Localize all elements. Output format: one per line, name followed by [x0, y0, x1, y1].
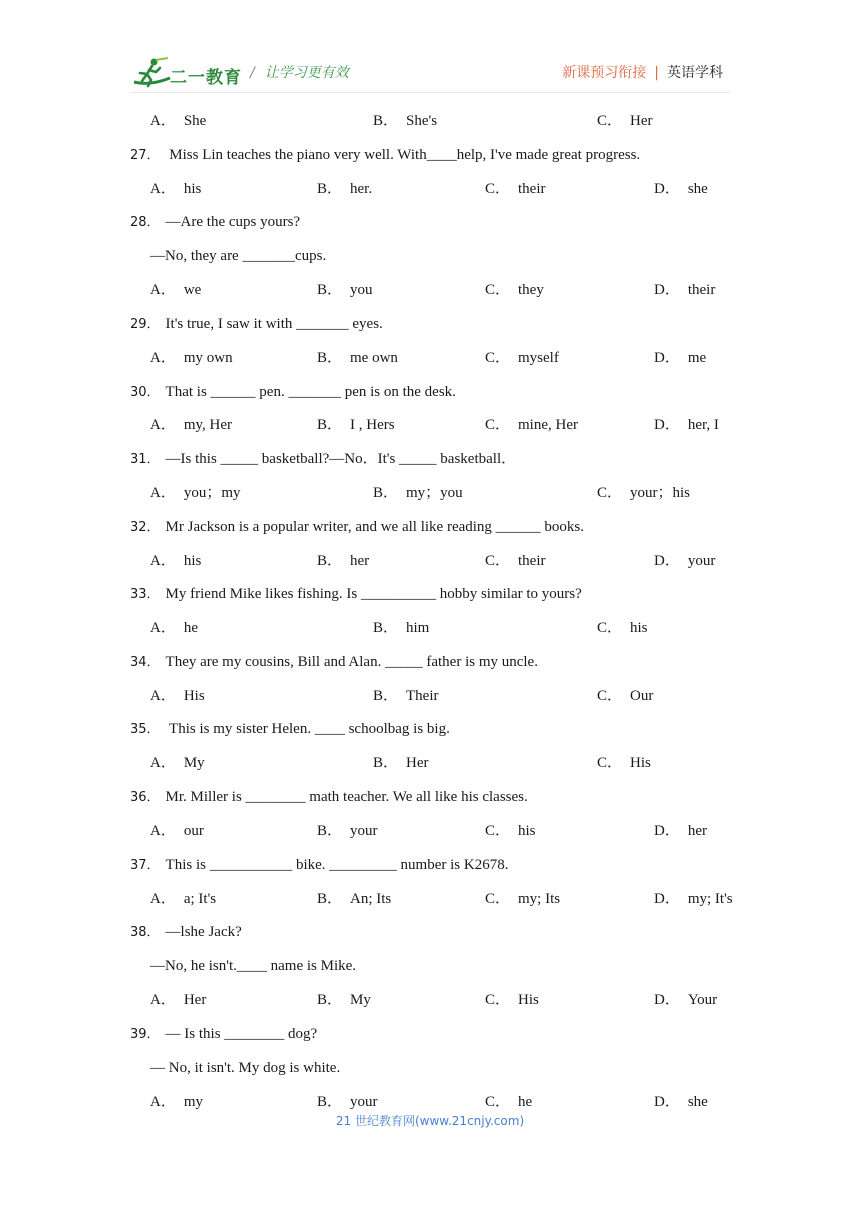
answer-option[interactable] — [654, 415, 719, 435]
question-text: — Is this ________ dog? — [165, 1026, 318, 1042]
option-text: myself — [518, 350, 559, 366]
option-letter: D． — [654, 891, 680, 907]
question-stem — [130, 449, 770, 470]
answer-option[interactable] — [654, 348, 706, 368]
question-text: Mr. Miller is ________ math teacher. We all like his classes. — [165, 789, 528, 805]
option-letter: B． — [317, 282, 343, 298]
answer-option[interactable] — [150, 1092, 203, 1112]
question-number: 39． — [130, 1027, 160, 1042]
answer-options — [0, 551, 860, 571]
page-footer: 21 世纪教育网(www.21cnjy.com) — [335, 1114, 525, 1128]
page-header — [0, 0, 860, 100]
answer-option[interactable] — [317, 179, 372, 199]
answer-option[interactable] — [373, 111, 437, 131]
option-text: he — [183, 620, 199, 636]
question-number: 31． — [130, 452, 160, 467]
answer-option[interactable] — [150, 111, 206, 131]
header-separator: | — [654, 65, 659, 81]
answer-options — [0, 1092, 860, 1112]
option-letter: C． — [485, 417, 511, 433]
answer-options — [0, 889, 860, 909]
option-text: mine, Her — [518, 417, 578, 433]
question-stem — [130, 382, 770, 403]
question-text-line: —No, they are _______cups. — [150, 248, 327, 264]
question-stem — [130, 584, 770, 605]
option-letter: D． — [654, 553, 680, 569]
question-number: 34． — [130, 655, 160, 670]
answer-option[interactable] — [150, 889, 216, 909]
option-text: a; It's — [183, 891, 217, 907]
question-stem — [130, 719, 770, 740]
answer-option[interactable] — [597, 111, 653, 131]
answer-option[interactable] — [317, 889, 391, 909]
option-letter: C． — [597, 688, 623, 704]
answer-option[interactable] — [654, 821, 707, 841]
answer-option[interactable] — [150, 990, 206, 1010]
answer-option[interactable] — [150, 551, 201, 571]
answer-option[interactable] — [317, 415, 395, 435]
answer-option[interactable] — [597, 618, 648, 638]
option-letter: C． — [485, 181, 511, 197]
option-letter: C． — [597, 620, 623, 636]
slogan-divider: / — [250, 65, 255, 81]
answer-option[interactable] — [317, 1092, 378, 1112]
question-text: They are my cousins, Bill and Alan. _____ father is my uncle. — [165, 654, 538, 670]
option-text: My — [183, 755, 205, 771]
answer-option[interactable] — [654, 1092, 708, 1112]
option-letter: A． — [150, 350, 176, 366]
answer-options — [0, 990, 860, 1010]
option-letter: C． — [597, 755, 623, 771]
option-letter: C． — [485, 823, 511, 839]
option-text: your — [350, 823, 378, 839]
answer-option[interactable] — [654, 990, 717, 1010]
option-letter: B． — [373, 485, 399, 501]
option-letter: C． — [485, 891, 511, 907]
answer-options — [0, 753, 860, 773]
option-text: me own — [350, 350, 398, 366]
question-text: My friend Mike likes fishing. Is __________ hobby similar to yours? — [165, 586, 582, 602]
question-number: 32． — [130, 520, 160, 535]
question-number: 27． — [130, 148, 160, 163]
question-number: 37． — [130, 858, 160, 873]
option-text: she — [687, 1094, 708, 1110]
answer-option[interactable] — [373, 618, 429, 638]
option-letter: C． — [485, 1094, 511, 1110]
answer-option[interactable] — [150, 179, 201, 199]
option-letter: B． — [373, 755, 399, 771]
answer-options — [0, 483, 860, 503]
option-text: my, Her — [183, 417, 233, 433]
question-stem — [130, 212, 770, 233]
option-letter: B． — [317, 181, 343, 197]
question-stem — [130, 922, 770, 943]
option-letter: D． — [654, 350, 680, 366]
answer-option[interactable] — [150, 753, 205, 773]
course-label: 新课预习衔接 — [562, 65, 647, 81]
logo-text: 二一教育 — [170, 68, 242, 88]
option-text: Their — [406, 688, 439, 704]
option-text: Your — [687, 992, 718, 1008]
option-letter: D． — [654, 181, 680, 197]
option-text: your；his — [630, 485, 691, 501]
option-letter: C． — [597, 113, 623, 129]
answer-option[interactable] — [150, 483, 241, 503]
option-text: She — [183, 113, 207, 129]
option-text: my; Its — [518, 891, 561, 907]
answer-option[interactable] — [597, 686, 653, 706]
option-text: His — [630, 755, 651, 771]
option-letter: A． — [150, 620, 176, 636]
question-number: 33． — [130, 587, 160, 602]
question-text-line: — No, it isn't. My dog is white. — [150, 1060, 341, 1076]
question-number: 35． — [130, 722, 160, 737]
option-letter: B． — [373, 688, 399, 704]
answer-option[interactable] — [150, 686, 205, 706]
option-text: his — [518, 823, 536, 839]
header-right — [562, 62, 723, 82]
question-stem — [130, 652, 770, 673]
answer-options — [0, 348, 860, 368]
question-text: —lshe Jack? — [165, 924, 242, 940]
option-text: your — [687, 553, 716, 569]
option-text: we — [183, 282, 202, 298]
option-text: His — [518, 992, 539, 1008]
answer-option[interactable] — [150, 618, 198, 638]
answer-option[interactable] — [150, 280, 201, 300]
answer-option[interactable] — [485, 889, 560, 909]
option-text: me — [687, 350, 707, 366]
option-text: their — [518, 181, 546, 197]
option-letter: B． — [373, 113, 399, 129]
option-text: her, I — [687, 417, 719, 433]
answer-option[interactable] — [317, 348, 398, 368]
option-letter: B． — [317, 1094, 343, 1110]
option-letter: B． — [317, 891, 343, 907]
answer-option[interactable] — [317, 551, 369, 571]
option-letter: B． — [317, 350, 343, 366]
option-letter: A． — [150, 823, 176, 839]
option-text: she — [687, 181, 708, 197]
answer-option[interactable] — [654, 280, 715, 300]
option-letter: A． — [150, 891, 176, 907]
option-text: him — [406, 620, 430, 636]
option-text: he — [518, 1094, 533, 1110]
option-letter: B． — [317, 417, 343, 433]
option-letter: A． — [150, 688, 176, 704]
answer-option[interactable] — [150, 415, 232, 435]
option-text: my；you — [406, 485, 463, 501]
option-text: my own — [183, 350, 233, 366]
option-text: our — [183, 823, 204, 839]
answer-option[interactable] — [654, 179, 708, 199]
option-text: Our — [630, 688, 654, 704]
option-letter: C． — [597, 485, 623, 501]
option-text: An; Its — [350, 891, 392, 907]
question-stem — [130, 855, 770, 876]
answer-option[interactable] — [373, 483, 463, 503]
option-letter: D． — [654, 282, 680, 298]
option-text: She's — [406, 113, 438, 129]
question-text: Miss Lin teaches the piano very well. With____help, I've made great progress. — [165, 147, 641, 163]
question-number: 29． — [130, 317, 160, 332]
answer-option[interactable] — [317, 280, 373, 300]
answer-option[interactable] — [485, 1092, 532, 1112]
question-stem — [130, 787, 770, 808]
question-text: This is ___________ bike. _________ number is K2678. — [165, 857, 509, 873]
option-letter: A． — [150, 282, 176, 298]
answer-options — [0, 821, 860, 841]
slogan — [250, 62, 349, 82]
question-stem — [130, 145, 770, 166]
answer-option[interactable] — [150, 821, 204, 841]
option-text: your — [350, 1094, 378, 1110]
question-text: —Is this _____ basketball?—No．It's _____ basketball． — [165, 451, 517, 467]
answer-options — [0, 618, 860, 638]
answer-option[interactable] — [485, 179, 546, 199]
option-letter: D． — [654, 823, 680, 839]
option-letter: C． — [485, 553, 511, 569]
question-number: 38． — [130, 925, 160, 940]
option-letter: D． — [654, 417, 680, 433]
answer-options — [0, 179, 860, 199]
option-letter: B． — [317, 823, 343, 839]
answer-option[interactable] — [485, 415, 578, 435]
question-stem — [130, 517, 770, 538]
answer-options — [0, 111, 860, 131]
option-text: their — [518, 553, 546, 569]
option-letter: B． — [317, 553, 343, 569]
answer-option[interactable] — [485, 990, 539, 1010]
answer-option[interactable] — [485, 821, 536, 841]
option-letter: D． — [654, 992, 680, 1008]
option-letter: D． — [654, 1094, 680, 1110]
option-text: Her — [183, 992, 207, 1008]
option-text: her — [687, 823, 707, 839]
answer-options — [0, 686, 860, 706]
answer-options — [0, 280, 860, 300]
option-text: you；my — [183, 485, 241, 501]
option-letter: B． — [317, 992, 343, 1008]
option-letter: C． — [485, 282, 511, 298]
option-text: My — [350, 992, 371, 1008]
answer-option[interactable] — [373, 753, 429, 773]
option-text: my — [183, 1094, 204, 1110]
answer-options — [0, 415, 860, 435]
option-letter: A． — [150, 755, 176, 771]
answer-option[interactable] — [485, 348, 559, 368]
question-text: It's true, I saw it with _______ eyes. — [165, 316, 383, 332]
question-text: —Are the cups yours? — [165, 214, 301, 230]
answer-option[interactable] — [485, 551, 546, 571]
question-text: This is my sister Helen. ____ schoolbag is big. — [165, 721, 450, 737]
answer-option[interactable] — [317, 990, 371, 1010]
header-divider — [130, 92, 730, 93]
answer-option[interactable] — [597, 483, 690, 503]
option-letter: B． — [373, 620, 399, 636]
option-text: his — [630, 620, 648, 636]
answer-option[interactable] — [654, 889, 733, 909]
option-text: Her — [406, 755, 429, 771]
question-text: That is ______ pen. _______ pen is on the desk. — [165, 384, 456, 400]
question-number: 30． — [130, 385, 160, 400]
option-letter: C． — [485, 992, 511, 1008]
answer-option[interactable] — [373, 686, 439, 706]
answer-option[interactable] — [485, 280, 544, 300]
option-letter: A． — [150, 181, 176, 197]
answer-option[interactable] — [654, 551, 715, 571]
question-number: 28． — [130, 215, 160, 230]
question-stem — [130, 1024, 770, 1045]
question-stem — [130, 314, 770, 335]
option-text: my; It's — [687, 891, 733, 907]
subject-label: 英语学科 — [667, 65, 723, 81]
option-letter: A． — [150, 113, 176, 129]
option-letter: A． — [150, 417, 176, 433]
option-text: his — [183, 181, 202, 197]
option-text: his — [183, 553, 202, 569]
option-text: her — [350, 553, 370, 569]
option-text: they — [518, 282, 544, 298]
option-letter: A． — [150, 1094, 176, 1110]
answer-option[interactable] — [597, 753, 651, 773]
question-text: Mr Jackson is a popular writer, and we all like reading ______ books. — [165, 519, 585, 535]
option-text: His — [183, 688, 205, 704]
answer-option[interactable] — [317, 821, 378, 841]
option-letter: A． — [150, 992, 176, 1008]
slogan-text: 让学习更有效 — [264, 65, 349, 81]
option-letter: C． — [485, 350, 511, 366]
option-text: Her — [630, 113, 653, 129]
answer-option[interactable] — [150, 348, 233, 368]
option-text: you — [350, 282, 373, 298]
option-text: I , Hers — [350, 417, 395, 433]
option-letter: A． — [150, 553, 176, 569]
option-letter: A． — [150, 485, 176, 501]
question-text-line: —No, he isn't.____ name is Mike. — [150, 958, 357, 974]
question-number: 36． — [130, 790, 160, 805]
option-text: their — [687, 282, 716, 298]
option-text: her. — [350, 181, 373, 197]
